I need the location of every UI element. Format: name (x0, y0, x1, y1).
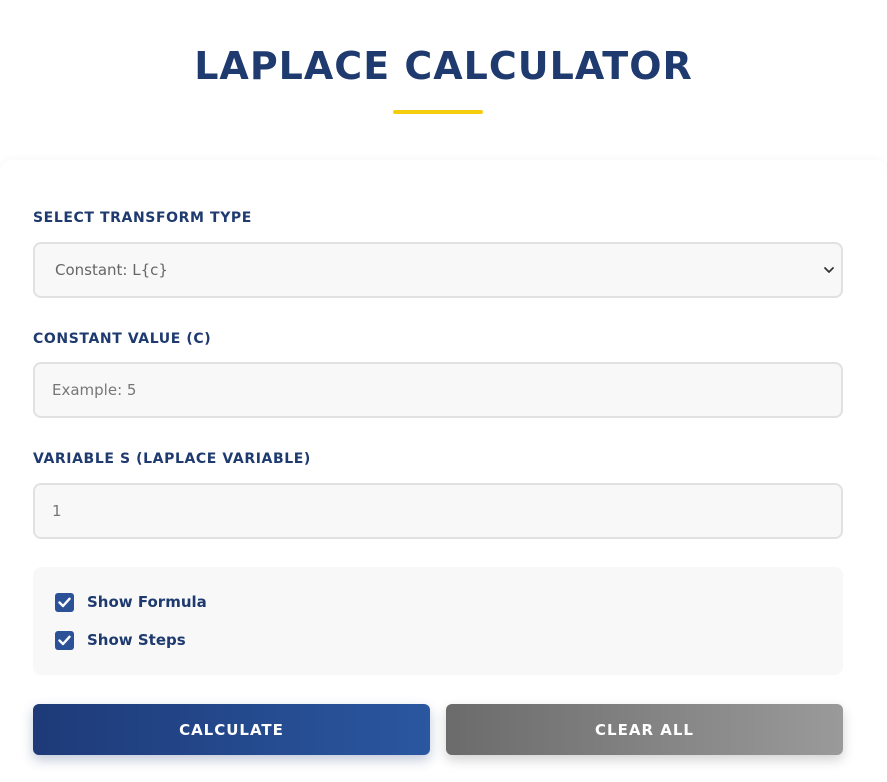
show-formula-option[interactable] (55, 592, 207, 612)
show-formula-checkbox[interactable] (55, 593, 74, 612)
chevron-down-icon (823, 263, 835, 277)
show-formula-label: Show Formula (87, 593, 207, 611)
constant-value-input[interactable] (33, 362, 843, 418)
constant-value-placeholder: Example: 5 (52, 381, 137, 399)
checkmark-icon (58, 635, 71, 646)
variable-s-input[interactable] (33, 483, 843, 539)
title-underline (393, 110, 483, 114)
variable-s-label: VARIABLE S (LAPLACE VARIABLE) (33, 451, 311, 467)
transform-type-select[interactable] (33, 242, 843, 298)
constant-value-label: CONSTANT VALUE (C) (33, 331, 212, 347)
display-options (33, 567, 843, 675)
calculate-button[interactable]: CALCULATE (33, 704, 430, 755)
transform-type-label: SELECT TRANSFORM TYPE (33, 210, 252, 226)
show-steps-option[interactable] (55, 630, 186, 650)
show-steps-label: Show Steps (87, 631, 186, 649)
page-title: LAPLACE CALCULATOR (194, 44, 693, 88)
show-steps-checkbox[interactable] (55, 631, 74, 650)
transform-type-selected: Constant: L{c} (55, 261, 168, 279)
variable-s-value: 1 (52, 502, 62, 520)
checkmark-icon (58, 597, 71, 608)
clear-all-button[interactable]: CLEAR ALL (446, 704, 843, 755)
